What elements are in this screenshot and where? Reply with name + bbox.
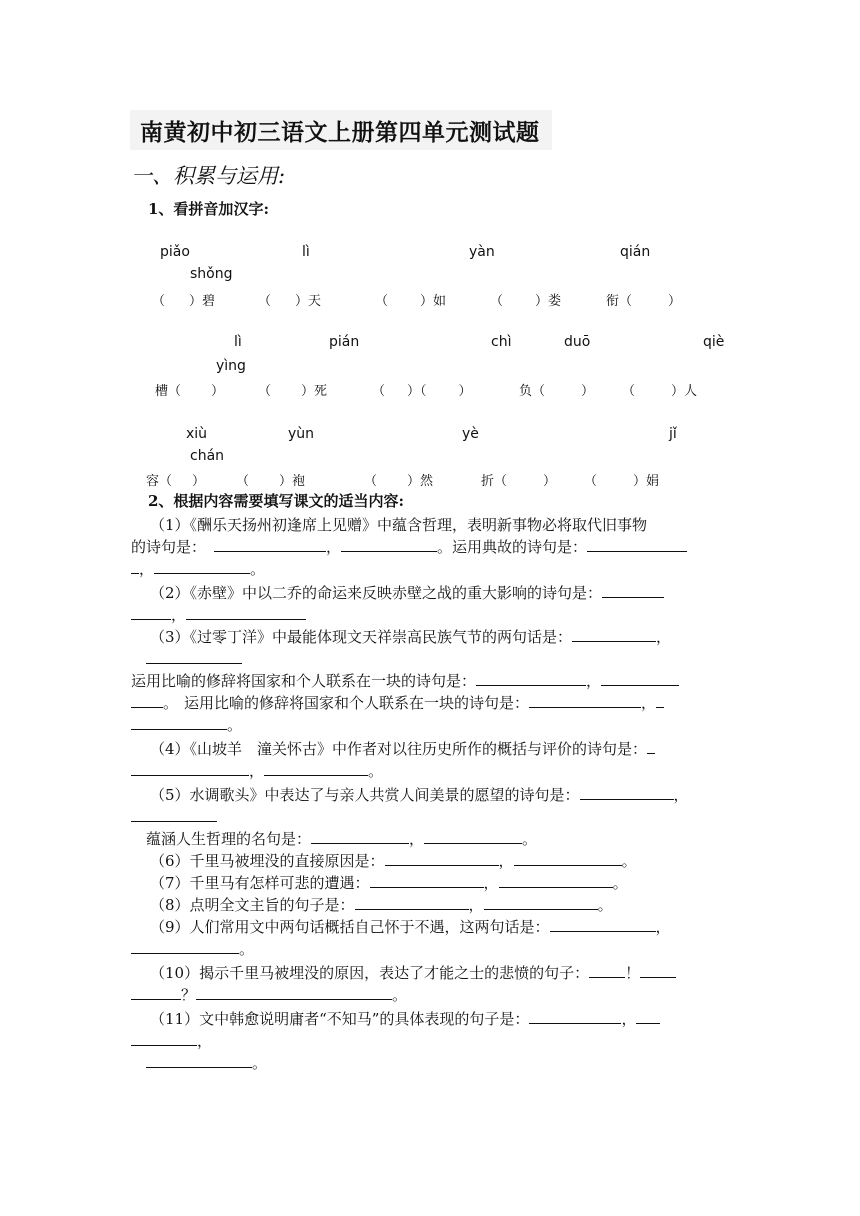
pinyin: qián bbox=[620, 244, 651, 260]
question-item: 运用比喻的修辞将国家和个人联系在一块的诗句是： ， bbox=[131, 670, 679, 691]
question-item: 蕴涵人生哲理的名句是： ， 。 bbox=[146, 830, 538, 848]
blank-row: （ ）天 bbox=[258, 294, 322, 309]
blank-row: （ ）碧 bbox=[152, 294, 216, 309]
question-item: （5）水调歌头》中表达了与亲人共赏人间美景的愿望的诗句是： ， bbox=[150, 786, 689, 804]
char: 衔 bbox=[606, 294, 620, 309]
answer-line[interactable] bbox=[146, 648, 242, 668]
question-item: ， bbox=[131, 604, 306, 625]
pinyin: lì bbox=[302, 244, 310, 260]
char: 折 bbox=[481, 474, 495, 489]
pinyin: pián bbox=[329, 334, 360, 350]
question-item: ， 。 bbox=[131, 760, 383, 781]
blank-row: （ ）如 bbox=[375, 294, 447, 309]
blank-row: 容（ ） bbox=[146, 474, 206, 489]
pinyin: piǎo bbox=[160, 244, 190, 260]
question-item: ？ 。 bbox=[131, 984, 407, 1005]
question-item: （7）千里马有怎样可悲的遭遇： ， 。 bbox=[150, 874, 628, 892]
page-title-box bbox=[130, 110, 552, 150]
pinyin: yàn bbox=[469, 244, 495, 260]
pinyin: lì bbox=[234, 334, 242, 350]
char: 人 bbox=[684, 384, 698, 399]
pinyin: duō bbox=[564, 334, 591, 350]
blank-row: （ ）娄 bbox=[490, 294, 562, 309]
blank-row: 衔（ ） bbox=[606, 294, 682, 309]
question-item: （8）点明全文主旨的句子是： ， 。 bbox=[150, 896, 613, 914]
blank-row: 折（ ） bbox=[481, 474, 557, 489]
blank-row: 槽（ ） bbox=[155, 384, 225, 399]
pinyin: jǐ bbox=[669, 426, 677, 442]
page-title: 南黄初中初三语文上册第四单元测试题 bbox=[140, 119, 540, 146]
pinyin: yè bbox=[462, 426, 479, 442]
question-item: ， 。 bbox=[131, 558, 265, 579]
pinyin: chán bbox=[190, 448, 225, 464]
pinyin: yìng bbox=[216, 358, 246, 374]
char: 天 bbox=[308, 294, 322, 309]
char: 娟 bbox=[646, 474, 660, 489]
question-item: ， bbox=[131, 1030, 212, 1051]
pinyin: chì bbox=[491, 334, 512, 350]
pinyin: yùn bbox=[288, 426, 315, 442]
question-item: （4）《山坡羊 潼关怀古》中作者对以往历史所作的概括与评价的诗句是： bbox=[150, 738, 655, 759]
answer-line[interactable]: 。 bbox=[131, 938, 254, 959]
answer-line[interactable]: 。 bbox=[146, 1052, 267, 1073]
question-item: 的诗句是： ， 。运用典故的诗句是： bbox=[131, 536, 687, 557]
answer-line[interactable] bbox=[131, 806, 217, 826]
question-item: （1）《酬乐天扬州初逢席上见赠》中蕴含哲理，表明新事物必将取代旧事物 bbox=[150, 516, 648, 534]
char: 然 bbox=[420, 474, 434, 489]
question-item: （9）人们常用文中两句话概括自己怀于不遇，这两句话是： ， bbox=[150, 918, 671, 936]
question-item: （11）文中韩愈说明庸者“不知马”的具体表现的句子是： ， bbox=[150, 1008, 660, 1029]
section-heading: 一、积累与运用: bbox=[131, 164, 286, 188]
pinyin: xiù bbox=[186, 426, 208, 442]
char: 容 bbox=[146, 474, 160, 489]
blank-row: （ ）死 bbox=[258, 384, 328, 399]
char: 槽 bbox=[155, 384, 169, 399]
question-item: （6）千里马被埋没的直接原因是： ， 。 bbox=[150, 852, 637, 870]
pinyin: qiè bbox=[703, 334, 725, 350]
blank-row: （ ）然 bbox=[364, 474, 434, 489]
blank-row: 负（ ） bbox=[519, 384, 595, 399]
char: 负 bbox=[519, 384, 533, 399]
question-item: （10）揭示千里马被埋没的原因，表达了才能之士的悲愤的句子： ！ bbox=[150, 962, 676, 983]
char: 袍 bbox=[292, 474, 306, 489]
question-item: （2）《赤壁》中以二乔的命运来反映赤壁之战的重大影响的诗句是： bbox=[150, 582, 664, 603]
char: 碧 bbox=[202, 294, 216, 309]
char: 如 bbox=[433, 294, 447, 309]
blank-row: （ ）人 bbox=[622, 384, 698, 399]
blank-row: （ ）袍 bbox=[236, 474, 306, 489]
blank-row: （ ）娟 bbox=[584, 474, 660, 489]
blank-row: （ ）（ ） bbox=[372, 384, 472, 399]
pinyin: shǒng bbox=[190, 266, 233, 282]
char: 死 bbox=[314, 384, 328, 399]
char: 娄 bbox=[548, 294, 562, 309]
question-item: 。 运用比喻的修辞将国家和个人联系在一块的诗句是： ， bbox=[131, 692, 664, 713]
question-1-heading: 1、看拼音加汉字: bbox=[148, 200, 269, 218]
question-item: （3）《过零丁洋》中最能体现文天祥崇高民族气节的两句话是： ， bbox=[150, 628, 672, 646]
question-2-heading: 2、根据内容需要填写课文的适当内容: bbox=[148, 492, 404, 510]
answer-line[interactable]: 。 bbox=[131, 714, 242, 735]
